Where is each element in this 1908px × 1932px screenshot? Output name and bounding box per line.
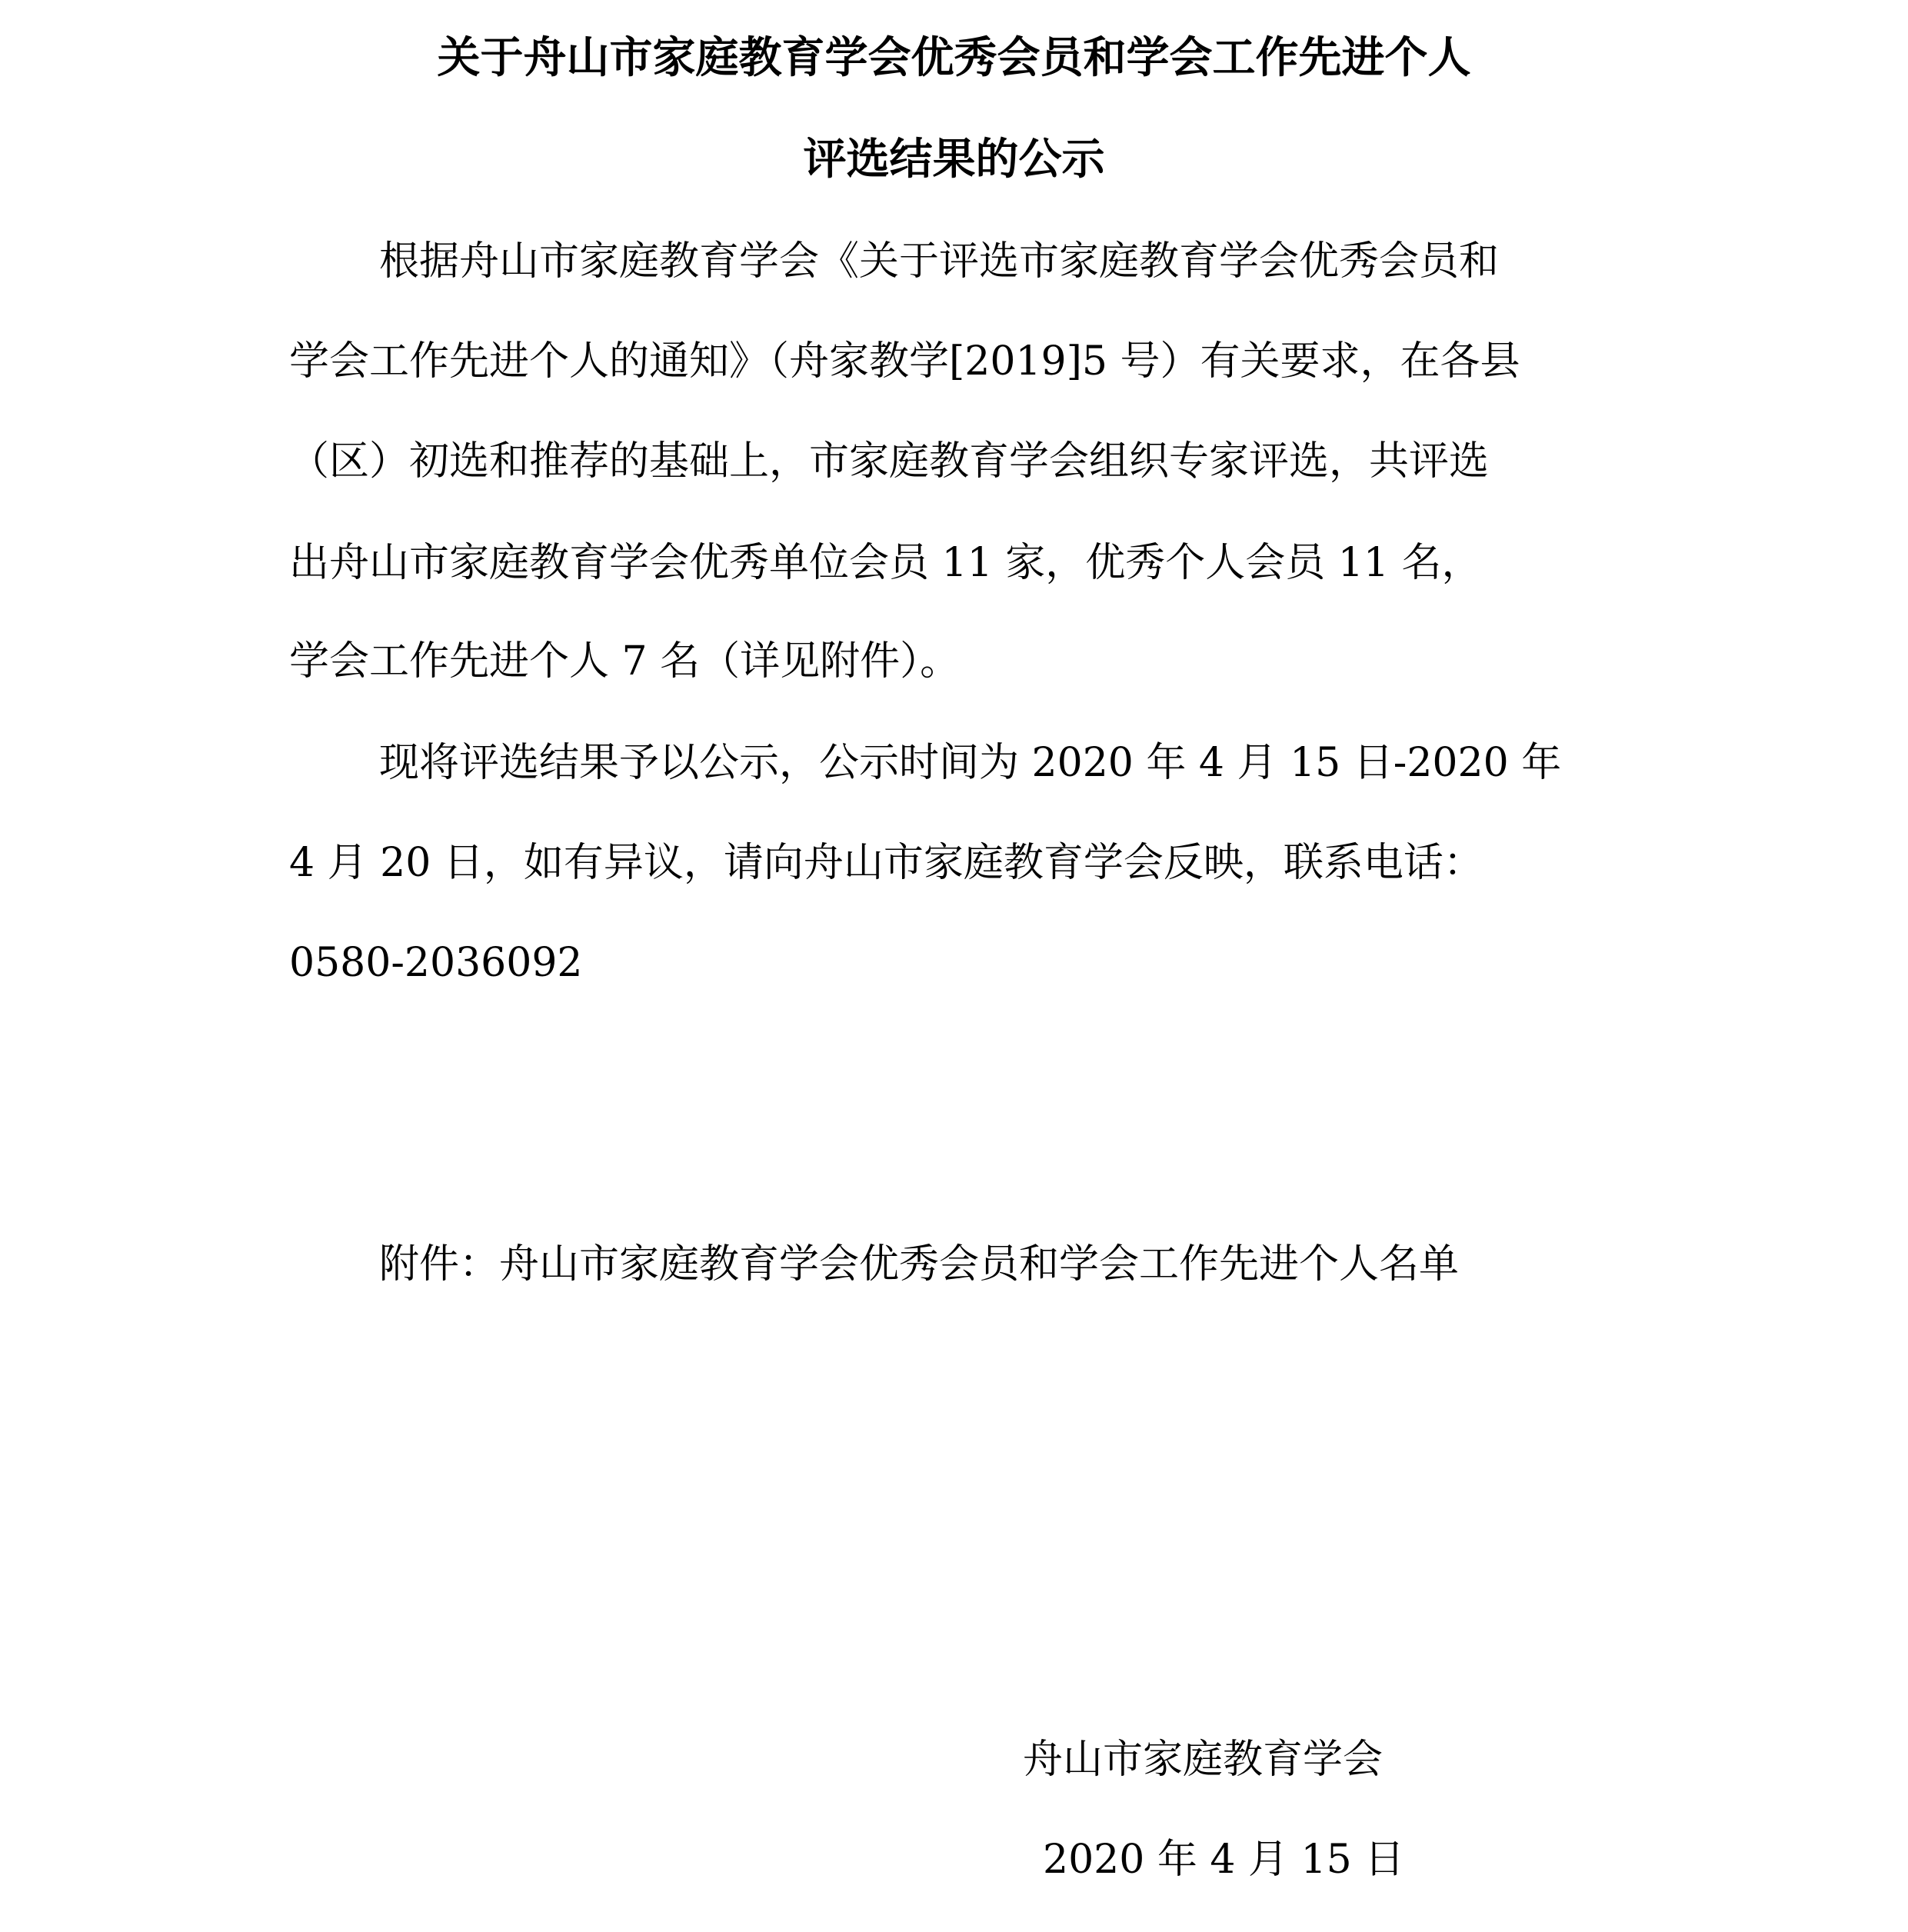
signature-date: 2020 年 4 月 15 日 (1043, 1837, 1405, 1883)
paragraph-1-line-3: （区）初选和推荐的基础上，市家庭教育学会组织专家评选，共评选 (289, 438, 1490, 485)
document-title-line-2: 评选结果的公示 (803, 135, 1105, 185)
paragraph-1-line-4: 出舟山市家庭教育学会优秀单位会员 11 家，优秀个人会员 11 名， (289, 540, 1482, 586)
paragraph-2-line-2: 4 月 20 日，如有异议，请向舟山市家庭教育学会反映，联系电话： (289, 840, 1483, 886)
contact-phone: 0580-2036092 (289, 940, 583, 986)
attachment-note: 附件：舟山市家庭教育学会优秀会员和学会工作先进个人名单 (379, 1241, 1460, 1287)
paragraph-1-line-2: 学会工作先进个人的通知》（舟家教学[2019]5 号）有关要求，在各县 (289, 338, 1520, 385)
paragraph-1-line-5: 学会工作先进个人 7 名（详见附件）。 (289, 638, 961, 685)
document-title-line-1: 关于舟山市家庭教育学会优秀会员和学会工作先进个人 (437, 33, 1471, 83)
paragraph-2-line-1: 现将评选结果予以公示，公示时间为 2020 年 4 月 15 日-2020 年 (379, 740, 1562, 786)
signature-organization: 舟山市家庭教育学会 (1023, 1737, 1384, 1783)
paragraph-1-line-1: 根据舟山市家庭教育学会《关于评选市家庭教育学会优秀会员和 (379, 238, 1500, 285)
